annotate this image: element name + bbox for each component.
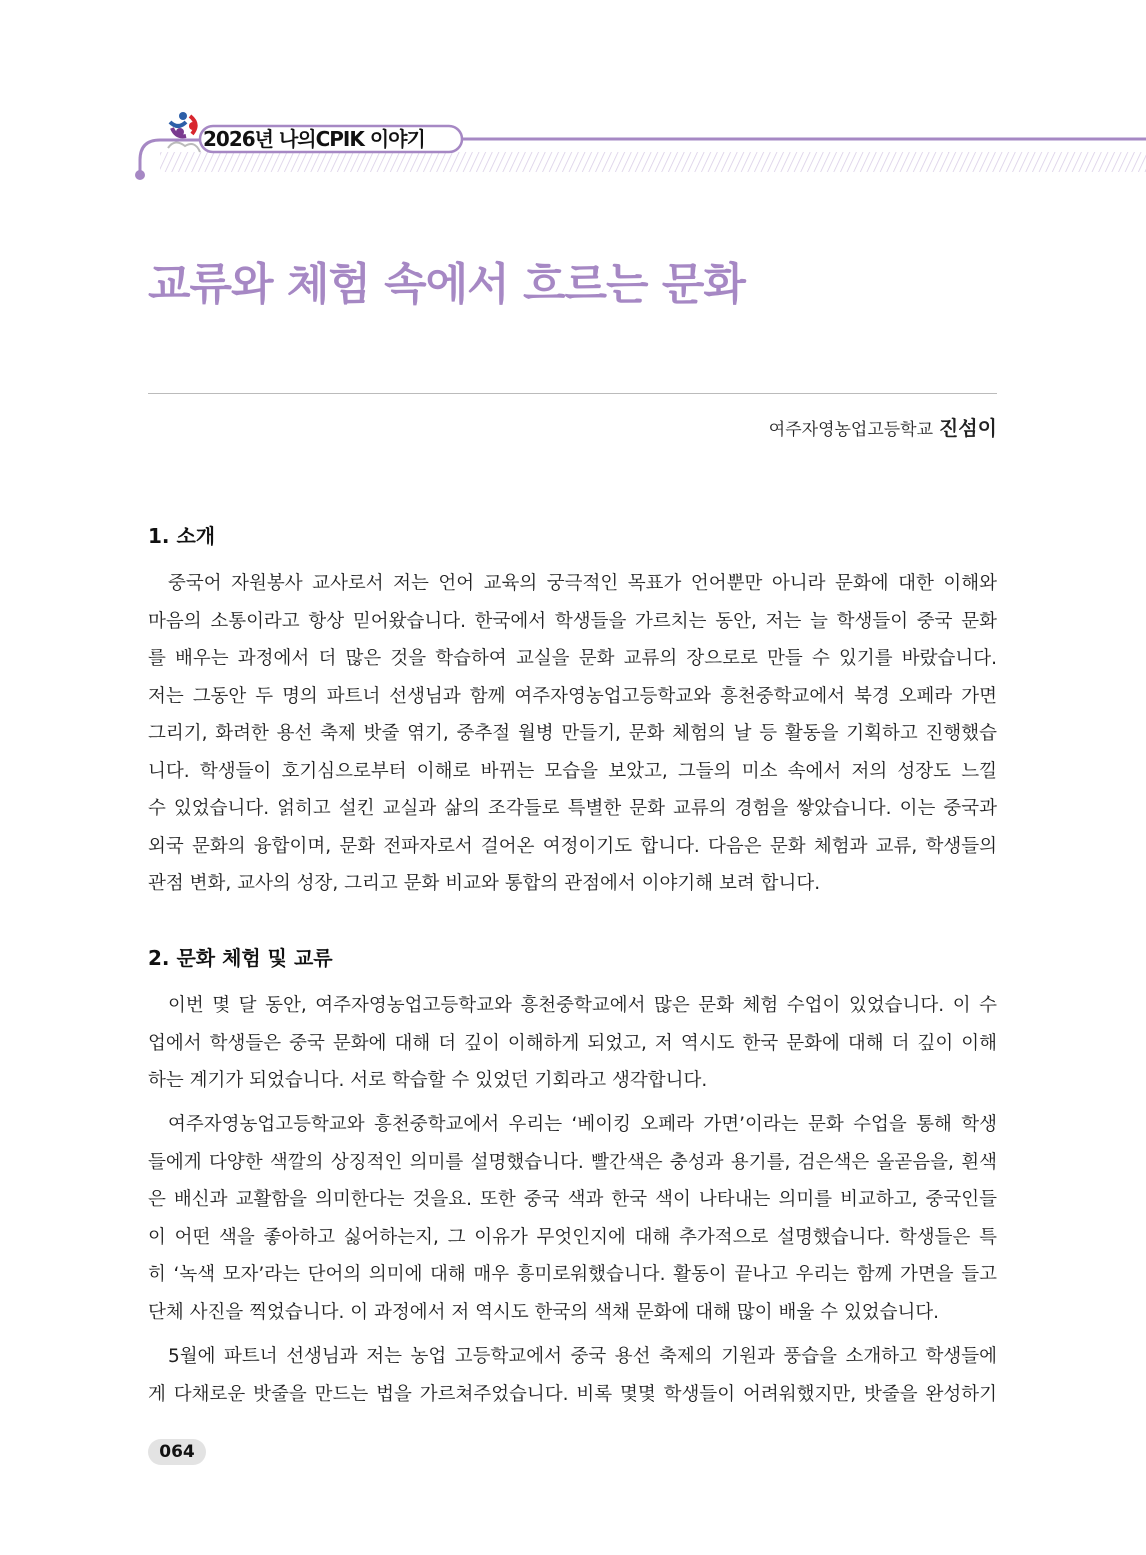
text-line: 히 ‘녹색 모자’라는 단어의 의미에 대해 매우 흥미로워했습니다. 활동이 끝나고 우리는 함께 가면을 들고 [148,1264,997,1285]
text-line: 업에서 학생들은 중국 문화에 대해 더 깊이 이해하게 되었고, 저 역시도 한국 문화에 대해 더 깊이 이해 [148,1032,997,1054]
cpik-logo-icon [170,112,197,136]
series-label: 2026년 나의CPIK 이야기 [203,127,425,151]
text-line: 이번 몇 달 동안, 여주자영농업고등학교와 흥천중학교에서 많은 문화 체험 수업이 있었습니다. 이 수 [168,995,997,1016]
text-line: 마음의 소통이라고 항상 믿어왔습니다. 한국에서 학생들을 가르치는 동안, 저는 늘 학생들이 중국 문화 [148,610,997,632]
text-line: 외국 문화의 융합이며, 문화 전파자로서 걸어온 여정이기도 합니다. 다음은 문화 체험과 교류, 학생들의 [148,835,997,857]
text-line: 단체 사진을 찍었습니다. 이 과정에서 저 역시도 한국의 색채 문화에 대해 많이 배울 수 있었습니다. [148,1301,940,1323]
author-name: 진섬이 [939,416,997,440]
section-heading: 1. 소개 [148,524,216,548]
text-line: 은 배신과 교활함을 의미한다는 것을요. 또한 중국 색과 한국 색이 나타내는 의미를 비교하고, 중국인들 [148,1189,997,1210]
page-number: 064 [148,1439,206,1465]
series-header-banner [0,100,1146,190]
section-heading: 2. 문화 체험 및 교류 [148,946,333,970]
author-line [769,412,997,441]
page-title: 교류와 체험 속에서 흐르는 문화 [148,259,745,310]
text-line: 저는 그동안 두 명의 파트너 선생님과 함께 여주자영농업고등학교와 흥천중학교에서 북경 오페라 가면 [148,685,997,707]
text-line: 그리기, 화려한 용선 축제 밧줄 엮기, 중추절 월병 만들기, 문화 체험의 날 등 활동을 기획하고 진행했습 [148,723,997,744]
divider [148,393,997,394]
author-school: 여주자영농업고등학교 [768,420,934,440]
paragraph [148,987,997,1100]
text-line: 5월에 파트너 선생님과 저는 농업 고등학교에서 중국 용선 축제의 기원과 풍습을 소개하고 학생들에 [168,1346,997,1367]
text-line: 니다. 학생들이 호기심으로부터 이해로 바뀌는 모습을 보았고, 그들의 미소 속에서 저의 성장도 느낄 [148,760,997,782]
paragraph [148,1338,997,1413]
text-line: 중국어 자원봉사 교사로서 저는 언어 교육의 궁극적인 목표가 언어뿐만 아니라 문화에 대한 이해와 [168,573,997,594]
paragraph [148,565,997,903]
text-line: 를 배우는 과정에서 더 많은 것을 학습하여 교실을 문화 교류의 장으로로 만들 수 있기를 바랐습니다. [148,648,997,669]
text-line: 하는 계기가 되었습니다. 서로 학습할 수 있었던 기회라고 생각합니다. [148,1070,708,1091]
text-line: 관점 변화, 교사의 성장, 그리고 문화 비교와 통합의 관점에서 이야기해 보려 합니다. [148,873,821,894]
text-line: 들에게 다양한 색깔의 상징적인 의미를 설명했습니다. 빨간색은 충성과 용기를, 검은색은 올곧음을, 흰색 [148,1151,997,1173]
text-line: 이 어떤 색을 좋아하고 싫어하는지, 그 이유가 무엇인지에 대해 추가적으로 설명했습니다. 학생들은 특 [148,1226,997,1248]
paragraph [148,1106,997,1331]
text-line: 게 다채로운 밧줄을 만드는 법을 가르쳐주었습니다. 비록 몇몇 학생들이 어려워했지만, 밧줄을 완성하기 [148,1383,997,1405]
text-line: 여주자영농업고등학교와 흥천중학교에서 우리는 ‘베이킹 오페라 가면’이라는 문화 수업을 통해 학생 [168,1114,997,1135]
text-line: 수 있었습니다. 얽히고 설킨 교실과 삶의 조각들로 특별한 문화 교류의 경험을 쌓았습니다. 이는 중국과 [148,798,997,819]
